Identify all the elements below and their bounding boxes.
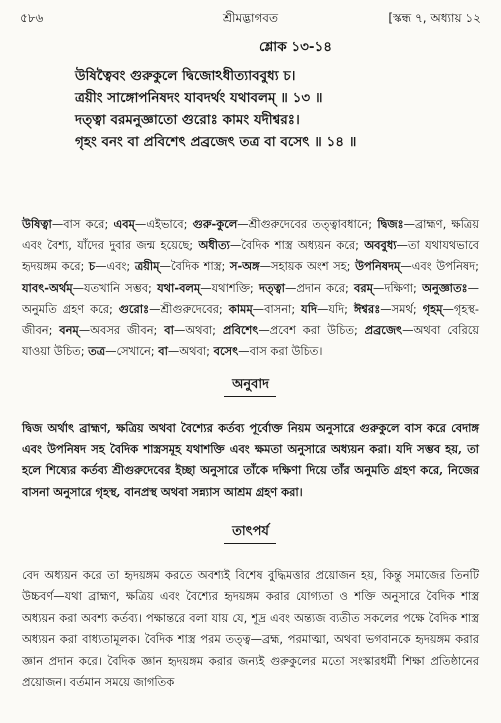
- purport-heading: তাৎপর্য: [232, 524, 269, 539]
- synonym-word: অনুজ্ঞাতঃ: [422, 280, 468, 295]
- synonyms-paragraph: [22, 214, 479, 362]
- synonym-meaning: —অনুমতি গ্রহণ করে;: [22, 280, 479, 316]
- synonym-word: ত্রয়ীম্: [134, 259, 160, 274]
- synonym-word: বসেৎ: [213, 344, 239, 359]
- chapter-reference: [স্কন্ধ ৭, অধ্যায় ১২: [388, 11, 481, 25]
- synonym-meaning: —বৈদিক শাস্ত্র;: [159, 259, 230, 274]
- verse-line: ত্রয়ীং সাঙ্গোপনিষদং যাবদর্থং যথাবলম্ ॥ ১৩ ॥: [75, 90, 323, 106]
- synonym-word: উপনিষদম্: [355, 259, 401, 274]
- synonym-word: যথা-বলম্: [157, 280, 201, 295]
- translation-heading-underline: [224, 396, 276, 397]
- synonym-meaning: —অথবা;: [167, 344, 214, 359]
- synonym-meaning: —ব্রাহ্মণ, ক্ষত্রিয় এবং বৈশ্য, যাঁদের দুবার জন্ম হয়েছে;: [22, 217, 479, 253]
- synonym-meaning: —প্রবেশ করা উচিত;: [258, 323, 365, 338]
- word-synonyms: [22, 214, 479, 362]
- synonym-meaning: —তা যথাযথভাবে হৃদয়ঙ্গম করে;: [22, 238, 480, 274]
- purport-text: বেদ অধ্যয়ন করে তা হৃদয়ঙ্গম করতে অবশ্যই বিশেষ বুদ্ধিমত্তার প্রয়োজন হয়, কিন্তু সমাজের তিনটি উচ্চবর্ণ—যথা ব্রাহ্মণ, ক্ষত্রিয় এবং বৈশ্যের হৃদয়ঙ্গম করার যোগ্যতা ও শক্তি অনুসারে বৈদিক শাস্ত্র অধ্যয়ন করা অবশ্য কর্তব্য। পক্ষান্তরে বলা যায় যে, শূদ্র এবং অন্ত্যজ ব্যতীত সকলের পক্ষে বৈদিক শাস্ত্র অধ্যয়ন করা বাধ্যতামূলক। বৈদিক শাস্ত্র পরম তত্ত্ব—ব্রহ্ম, পরমাত্মা, অথবা ভগবানকে হৃদয়ঙ্গম করার জ্ঞান প্রদান করে। বৈদিক জ্ঞান হৃদয়ঙ্গম করার জন্যই গুরুকুলের মতো সংস্কারধর্মী শিক্ষা প্রতিষ্ঠানের প্রয়োজন। বর্তমান সময়ে জাগতিক: [22, 568, 479, 690]
- synonym-word: তত্র: [88, 344, 106, 359]
- synonym-word: অধীত্য: [198, 238, 230, 253]
- synonym-word: গুরু-কুলে: [192, 217, 238, 231]
- purport-heading-underline: [224, 543, 276, 544]
- synonym-meaning: —বৈদিক শাস্ত্র অধ্যয়ন করে;: [229, 238, 365, 253]
- verse-line: উষিত্বৈবং গুরুকুলে দ্বিজোঽধীত্যাববুধ্য চ।: [75, 68, 296, 84]
- synonym-meaning: —যথাশক্তি;: [200, 280, 259, 295]
- synonym-word: প্রব্রজেৎ: [364, 323, 403, 338]
- synonym-meaning: —গৃহস্থ-জীবন;: [22, 301, 479, 338]
- synonym-meaning: —বাস করা উচিত।: [238, 344, 323, 359]
- synonym-meaning: —অথবা বেরিয়ে যাওয়া উচিত;: [22, 323, 479, 359]
- synonym-meaning: —শ্রীগুরুদেবের তত্ত্বাবধানে;: [237, 217, 378, 231]
- synonym-meaning: —প্রদান করে;: [284, 280, 355, 295]
- synonym-word: গুরোঃ: [118, 301, 150, 316]
- synonym-meaning: —এবং;: [95, 259, 135, 274]
- synonym-word: উষিত্বা: [22, 217, 52, 231]
- synonym-word: প্রবিশেৎ: [222, 323, 259, 338]
- synonym-meaning: —অথবা;: [173, 323, 223, 338]
- synonym-word: এবম্: [113, 217, 135, 231]
- synonym-word: ঈশ্বরঃ: [353, 301, 381, 316]
- synonym-meaning: —যতখানি সম্ভব;: [72, 280, 158, 295]
- synonym-meaning: —যদি;: [316, 301, 354, 316]
- purport-block: [22, 565, 479, 693]
- synonym-word: দ্বিজঃ: [377, 217, 404, 231]
- synonym-word: যাবৎ-অর্থম্: [22, 280, 73, 295]
- synonym-word: স-অঙ্গ: [229, 259, 260, 274]
- synonym-word: চ: [88, 259, 96, 274]
- translation-block: [22, 418, 479, 503]
- translation-text: দ্বিজ অর্থাৎ ব্রাহ্মণ, ক্ষত্রিয় অথবা বৈশ্যের কর্তব্য পূর্বোক্ত নিয়ম অনুসারে গুরুকুলে বাস করে বেদাঙ্গ এবং উপনিষদ সহ বৈদিক শাস্ত্রসমূহ যথাশক্তি এবং ক্ষমতা অনুসারে অধ্যয়ন করা। যদি সম্ভব হয়, তা হলে শিষ্যের কর্তব্য শ্রীগুরুদেবের ইচ্ছা অনুসারে তাঁকে দক্ষিণা দিয়ে তাঁর অনুমতি গ্রহণ করে, নিজের বাসনা অনুসারে গৃহস্থ, বানপ্রস্থ অথবা সন্ন্যাস আশ্রম গ্রহণ করা।: [22, 421, 479, 499]
- page-header: [20, 10, 481, 28]
- page-number: ৫৮৬: [20, 11, 44, 25]
- synonym-word: বনম্: [59, 323, 79, 338]
- synonym-meaning: —বাসনা;: [252, 301, 302, 316]
- synonym-word: বরম্: [354, 280, 373, 295]
- synonym-meaning: —শ্রীগুরুদেবের;: [149, 301, 229, 316]
- synonym-word: বা: [164, 323, 174, 338]
- synonym-meaning: —সমর্থ;: [380, 301, 423, 316]
- running-book-title: শ্রীমদ্ভাগবত: [222, 11, 278, 25]
- translation-heading: অনুবাদ: [232, 377, 269, 392]
- synonym-meaning: —এইভাবে;: [134, 217, 193, 231]
- verse-line: গৃহং বনং বা প্রবিশেৎ প্রব্রজেৎ তত্র বা বসেৎ ॥ ১৪ ॥: [75, 134, 357, 150]
- synonym-meaning: —অবসর জীবন;: [78, 323, 165, 338]
- synonym-word: অববুধ্য: [364, 238, 397, 253]
- synonym-word: বা: [158, 344, 168, 359]
- synonym-word: যদি: [301, 301, 317, 316]
- verse-block: [0, 36, 501, 153]
- synonym-meaning: —সহায়ক অংশ সহ;: [259, 259, 356, 274]
- synonym-word: গৃহম্: [422, 301, 443, 316]
- verse-line: দত্ত্বা বরমনুজ্ঞাতো গুরোঃ কামং যদীশ্বরঃ।: [75, 112, 300, 128]
- synonym-meaning: —এবং উপনিষদ;: [400, 259, 480, 274]
- synonym-meaning: —সেখানে;: [105, 344, 159, 359]
- verse-title: শ্লোক ১৩-১৪: [258, 39, 332, 55]
- synonym-word: দত্ত্বা: [259, 280, 285, 295]
- synonym-word: কামম্: [228, 301, 253, 316]
- synonym-meaning: —দক্ষিণা;: [372, 280, 423, 295]
- synonym-meaning: —বাস করে;: [51, 217, 114, 231]
